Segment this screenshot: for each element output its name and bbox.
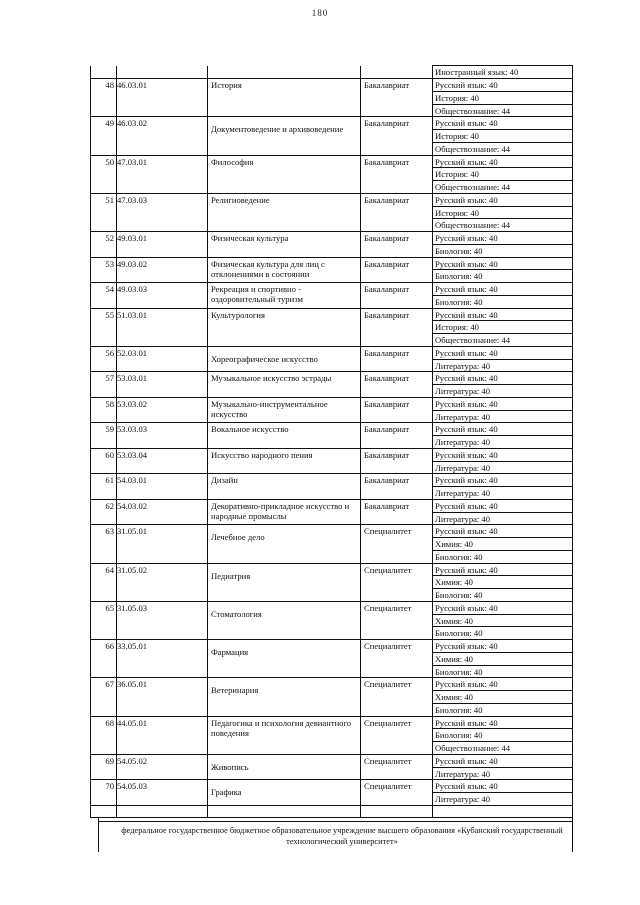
subject-cell: Русский язык: 40 [435, 233, 498, 243]
column-rule [207, 66, 208, 817]
row-separator [90, 422, 572, 423]
subject-separator [432, 180, 572, 181]
subject-cell: Обществознание: 44 [435, 182, 511, 192]
subject-separator [432, 690, 572, 691]
subject-cell: Литература: 40 [435, 360, 491, 371]
subject-separator [432, 295, 572, 296]
row-number: 51 [105, 194, 114, 205]
subject-cell: Русский язык: 40 [435, 258, 498, 269]
program-code: 47.03.03 [117, 194, 148, 205]
subject-separator [432, 486, 572, 487]
row-separator [90, 817, 572, 818]
program-code: 33.05.01 [117, 641, 148, 651]
program-name: Документоведение и архивоведение [211, 124, 344, 135]
program-code: 54.05.03 [117, 781, 148, 792]
program-code: 46.03.02 [117, 118, 148, 129]
row-number: 70 [105, 781, 114, 792]
row-number: 62 [105, 500, 114, 511]
subject-cell: Иностранный язык: 40 [435, 67, 519, 77]
subject-cell: Русский язык: 40 [435, 309, 498, 320]
program-code: 53.03.01 [117, 373, 148, 384]
program-name: Фармация [211, 647, 249, 657]
degree-level: Специалитет [364, 679, 412, 690]
subject-separator [432, 652, 572, 653]
row-number: 54 [105, 284, 114, 294]
program-code: 49.03.02 [117, 258, 148, 269]
row-number: 65 [105, 602, 114, 613]
program-name: Ветеринария [211, 685, 259, 696]
program-name: Лечебное дело [211, 532, 265, 543]
subject-separator [432, 435, 572, 436]
row-number: 66 [105, 641, 114, 651]
program-code: 47.03.01 [117, 156, 148, 167]
program-code: 31.05.03 [117, 602, 148, 613]
subject-separator [432, 741, 572, 742]
subject-cell: Литература: 40 [435, 462, 491, 473]
subject-cell: Обществознание: 44 [435, 105, 511, 116]
subject-cell: Русский язык: 40 [435, 398, 498, 409]
row-number: 63 [105, 526, 114, 537]
subject-cell: История: 40 [435, 92, 479, 103]
subject-cell: История: 40 [435, 131, 479, 141]
program-name: Хореографическое искусство [211, 353, 318, 364]
row-separator [90, 601, 572, 602]
degree-level: Специалитет [364, 564, 412, 575]
subject-cell: Русский язык: 40 [435, 118, 498, 129]
subject-separator [432, 129, 572, 130]
row-separator [90, 397, 572, 398]
subject-cell: Биология: 40 [435, 271, 483, 282]
subject-cell: Русский язык: 40 [435, 475, 498, 486]
program-code: 53.03.03 [117, 424, 148, 435]
degree-level: Бакалавриат [364, 373, 410, 384]
degree-level: Специалитет [364, 602, 412, 613]
subject-cell: Литература: 40 [435, 411, 491, 422]
program-name: История [211, 80, 242, 90]
program-name: Графика [211, 787, 242, 798]
degree-level: Специалитет [364, 755, 412, 766]
row-number: 61 [105, 475, 114, 486]
subject-separator [432, 665, 572, 666]
subject-cell: Литература: 40 [435, 488, 491, 498]
subject-separator [432, 728, 572, 729]
row-separator [90, 448, 572, 449]
footer-border-right [572, 817, 573, 852]
program-code: 31.05.01 [117, 526, 148, 537]
row-separator [90, 779, 572, 780]
subject-cell: Русский язык: 40 [435, 526, 498, 537]
row-number: 56 [105, 347, 114, 358]
row-separator [90, 78, 572, 79]
program-code: 49.03.03 [117, 284, 148, 294]
degree-level: Бакалавриат [364, 80, 410, 90]
subject-cell: Литература: 40 [435, 437, 491, 447]
row-separator [90, 524, 572, 525]
subject-cell: Биология: 40 [435, 628, 483, 639]
subject-separator [432, 588, 572, 589]
column-rule [90, 66, 91, 817]
subject-cell: Химия: 40 [435, 539, 473, 549]
row-separator [90, 473, 572, 474]
row-number: 67 [105, 679, 114, 690]
subject-separator [432, 767, 572, 768]
row-separator [90, 677, 572, 678]
program-code: 51.03.01 [117, 309, 148, 320]
program-name: Рекреация и спортивно - оздоровительный туризм [211, 284, 303, 304]
degree-level: Специалитет [364, 781, 412, 792]
subject-cell: Русский язык: 40 [435, 373, 498, 384]
subject-separator [432, 792, 572, 793]
subject-separator [432, 626, 572, 627]
footer-border-left [98, 817, 99, 852]
subject-cell: Биология: 40 [435, 296, 483, 307]
program-name: Культурология [211, 309, 265, 320]
program-code: 44.05.01 [117, 717, 148, 728]
subject-cell: Химия: 40 [435, 577, 473, 588]
subject-cell: Литература: 40 [435, 513, 491, 524]
subject-separator [432, 91, 572, 92]
row-number: 69 [105, 755, 114, 766]
column-rule [432, 65, 433, 817]
subject-separator [432, 142, 572, 143]
subject-cell: История: 40 [435, 207, 479, 218]
row-separator [90, 231, 572, 232]
subject-cell: Биология: 40 [435, 551, 483, 562]
program-name: Вокальное искусство [211, 424, 289, 435]
subject-cell: Обществознание: 44 [435, 743, 511, 753]
subject-cell: История: 40 [435, 169, 479, 180]
subject-separator [432, 218, 572, 219]
degree-level: Бакалавриат [364, 284, 410, 294]
page-number: 180 [311, 8, 329, 18]
program-name: Физическая культура [211, 233, 289, 243]
subject-cell: Литература: 40 [435, 794, 491, 804]
degree-level: Бакалавриат [364, 258, 410, 269]
row-separator [90, 282, 572, 283]
row-number: 52 [105, 233, 114, 243]
subject-cell: Русский язык: 40 [435, 500, 498, 511]
program-name: Педагогика и психология девиантного поведения [211, 717, 352, 738]
row-number: 57 [105, 373, 114, 384]
subject-cell: Русский язык: 40 [435, 156, 498, 167]
subject-cell: Русский язык: 40 [435, 564, 498, 575]
degree-level: Бакалавриат [364, 347, 410, 358]
subject-separator [432, 104, 572, 105]
subject-separator [432, 320, 572, 321]
program-code: 36.05.01 [117, 679, 148, 690]
subject-separator [432, 333, 572, 334]
program-name: Декоративно-прикладное искусство и народные промыслы [211, 500, 350, 521]
row-separator [90, 193, 572, 194]
degree-level: Бакалавриат [364, 309, 410, 320]
row-separator [90, 754, 572, 755]
subject-cell: Биология: 40 [435, 704, 483, 715]
subject-cell: Русский язык: 40 [435, 284, 498, 294]
degree-level: Бакалавриат [364, 398, 410, 409]
row-separator [90, 116, 572, 117]
column-rule [572, 65, 573, 817]
subject-cell: Русский язык: 40 [435, 449, 498, 460]
degree-level: Бакалавриат [364, 475, 410, 486]
row-number: 59 [105, 424, 114, 435]
degree-level: Бакалавриат [364, 424, 410, 435]
subject-cell: Обществознание: 44 [435, 143, 511, 154]
column-rule [360, 66, 361, 817]
degree-level: Специалитет [364, 526, 412, 537]
subject-separator [432, 550, 572, 551]
subject-cell: Обществознание: 44 [435, 220, 511, 231]
program-name: Физическая культура для лиц с отклонениями в состоянии [211, 258, 325, 279]
footer-rule [98, 821, 572, 822]
subject-cell: Русский язык: 40 [435, 679, 498, 690]
row-number: 68 [105, 717, 114, 728]
subject-cell: Русский язык: 40 [435, 424, 498, 435]
subject-cell: Литература: 40 [435, 768, 491, 779]
program-name: Музыкально-инструментальное искусство [211, 398, 328, 419]
program-code: 53.03.04 [117, 449, 148, 460]
subject-cell: Русский язык: 40 [435, 781, 498, 792]
program-name: Религиоведение [211, 194, 270, 205]
degree-level: Бакалавриат [364, 156, 410, 167]
program-name: Музыкальное искусство эстрады [211, 373, 332, 384]
row-separator [90, 346, 572, 347]
degree-level: Бакалавриат [364, 449, 410, 460]
subject-separator [432, 244, 572, 245]
program-code: 53.03.02 [117, 398, 148, 409]
row-number: 50 [105, 156, 114, 167]
subject-cell: Русский язык: 40 [435, 194, 498, 205]
row-number: 55 [105, 309, 114, 320]
subject-separator [432, 575, 572, 576]
subject-cell: Русский язык: 40 [435, 347, 498, 358]
subject-cell: Обществознание: 44 [435, 335, 511, 345]
program-name: Педиатрия [211, 570, 251, 581]
subject-separator [432, 269, 572, 270]
program-code: 54.03.01 [117, 475, 148, 486]
row-number: 49 [105, 118, 114, 129]
subject-separator [432, 614, 572, 615]
degree-level: Бакалавриат [364, 500, 410, 511]
row-separator [90, 308, 572, 309]
program-code: 49.03.01 [117, 233, 148, 243]
subject-separator [432, 512, 572, 513]
subject-cell: Русский язык: 40 [435, 641, 498, 651]
subject-cell: Русский язык: 40 [435, 755, 498, 766]
program-name: Искусство народного пения [211, 449, 313, 460]
row-number: 64 [105, 564, 114, 575]
program-name: Дизайн [211, 475, 238, 486]
program-name: Живопись [211, 761, 249, 772]
degree-level: Специалитет [364, 717, 412, 728]
subject-cell: Биология: 40 [435, 245, 483, 256]
column-rule [116, 66, 117, 817]
subject-cell: Химия: 40 [435, 615, 473, 626]
subject-separator [432, 359, 572, 360]
program-code: 54.03.02 [117, 500, 148, 511]
subject-separator [432, 384, 572, 385]
row-number: 48 [105, 80, 114, 90]
subject-cell: Биология: 40 [435, 730, 483, 741]
subject-separator [432, 167, 572, 168]
subject-cell: Биология: 40 [435, 590, 483, 600]
row-separator [90, 716, 572, 717]
program-code: 54.05.02 [117, 755, 148, 766]
row-separator [90, 805, 572, 806]
subject-cell: Русский язык: 40 [435, 80, 498, 90]
subject-cell: Химия: 40 [435, 692, 473, 702]
university-footer: федеральное государственное бюджетное образовательное учреждение высшего образования «Кубанский государственный технологический университет» [121, 825, 563, 846]
subject-cell: Литература: 40 [435, 386, 491, 396]
subject-cell: Химия: 40 [435, 653, 473, 664]
subject-separator [432, 461, 572, 462]
subject-cell: Русский язык: 40 [435, 717, 498, 728]
degree-level: Бакалавриат [364, 118, 410, 129]
subject-separator [432, 703, 572, 704]
subject-separator [432, 537, 572, 538]
program-code: 31.05.02 [117, 564, 148, 575]
degree-level: Специалитет [364, 641, 412, 651]
row-separator [90, 257, 572, 258]
program-name: Философия [211, 156, 254, 167]
subject-separator [432, 410, 572, 411]
degree-level: Бакалавриат [364, 194, 410, 205]
program-code: 52.03.01 [117, 347, 148, 358]
row-separator [90, 155, 572, 156]
row-number: 60 [105, 449, 114, 460]
table-top-rule [432, 65, 572, 66]
subject-cell: Биология: 40 [435, 666, 483, 677]
row-separator [90, 639, 572, 640]
subject-cell: История: 40 [435, 322, 479, 333]
row-separator [90, 371, 572, 372]
row-separator [90, 499, 572, 500]
program-name: Стоматология [211, 608, 262, 619]
row-number: 58 [105, 398, 114, 409]
subject-separator [432, 206, 572, 207]
row-number: 53 [105, 258, 114, 269]
subject-cell: Русский язык: 40 [435, 602, 498, 613]
row-separator [90, 563, 572, 564]
program-code: 46.03.01 [117, 80, 148, 90]
degree-level: Бакалавриат [364, 233, 410, 243]
